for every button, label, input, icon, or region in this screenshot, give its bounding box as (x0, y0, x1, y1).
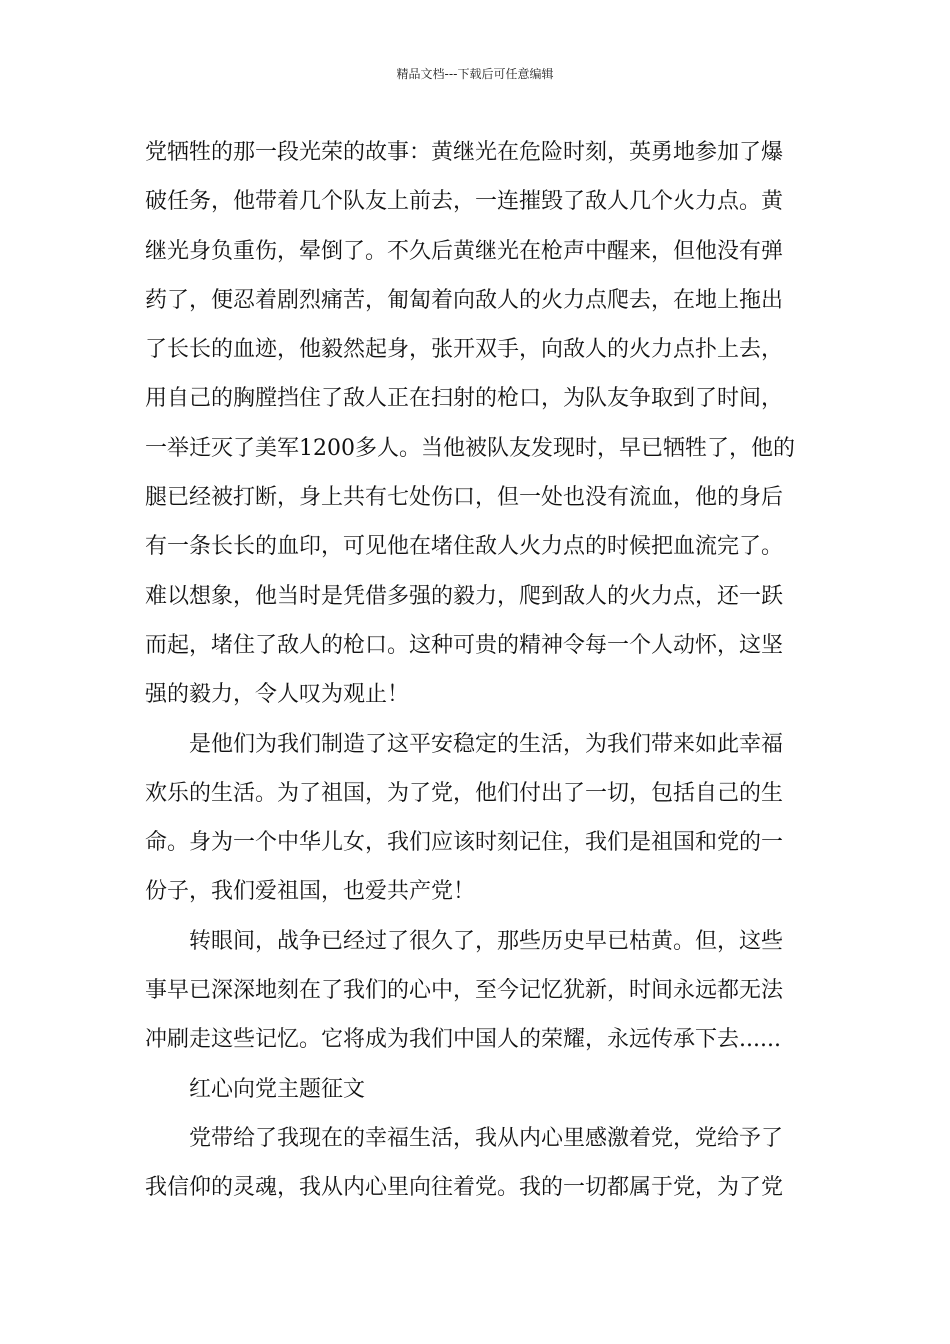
text-line: 有一条长长的血印，可见他在堵住敌人火力点的时候把血流完了。 (145, 534, 784, 560)
text-line: 份子，我们爱祖国，也爱共产党！ (145, 879, 476, 905)
text-line: 我信仰的灵魂，我从内心里向往着党。我的一切都属于党，为了党 (145, 1175, 784, 1201)
text-line: 一举迁灭了美军1200多人。当他被队友发现时，早已牺牲了，他的 (145, 435, 795, 461)
text-line: 破任务，他带着几个队友上前去，一连摧毁了敌人几个火力点。黄 (145, 189, 784, 215)
text-line: 而起，堵住了敌人的枪口。这种可贵的精神令每一个人动怀，这坚 (145, 632, 784, 658)
text-line: 继光身负重伤，晕倒了。不久后黄继光在枪声中醒来，但他没有弹 (145, 238, 784, 264)
text-line: 强的毅力，令人叹为观止！ (145, 682, 410, 708)
text-line: 冲刷走这些记忆。它将成为我们中国人的荣耀，永远传承下去...... (145, 1027, 781, 1053)
text-line: 红心向党主题征文 (189, 1076, 366, 1102)
text-line: 腿已经被打断，身上共有七处伤口，但一处也没有流血，他的身后 (145, 485, 784, 511)
text-line: 党牺牲的那一段光荣的故事：黄继光在危险时刻，英勇地参加了爆 (145, 140, 784, 165)
text-line: 命。身为一个中华儿女，我们应该时刻记住，我们是祖国和党的一 (145, 830, 784, 856)
text-line: 了长长的血迹，他毅然起身，张开双手，向敌人的火力点扑上去， (145, 337, 784, 363)
page-header: 精品文档---下载后可任意编辑 (396, 67, 554, 81)
text-line: 转眼间，战争已经过了很久了，那些历史早已枯黄。但，这些 (189, 928, 784, 954)
text-line: 事早已深深地刻在了我们的心中，至今记忆犹新，时间永远都无法 (145, 978, 784, 1004)
text-line: 是他们为我们制造了这平安稳定的生活，为我们带来如此幸福 (189, 731, 784, 757)
text-line: 党带给了我现在的幸福生活，我从内心里感激着党，党给予了 (189, 1125, 784, 1151)
text-line: 药了，便忍着剧烈痛苦，匍匐着向敌人的火力点爬去，在地上拖出 (145, 287, 784, 313)
text-line: 欢乐的生活。为了祖国，为了党，他们付出了一切，包括自己的生 (145, 780, 784, 806)
document-body (145, 128, 807, 1213)
text-line: 难以想象，他当时是凭借多强的毅力，爬到敌人的火力点，还一跃 (145, 583, 784, 609)
text-line: 用自己的胸膛挡住了敌人正在扫射的枪口，为队友争取到了时间， (145, 386, 784, 412)
